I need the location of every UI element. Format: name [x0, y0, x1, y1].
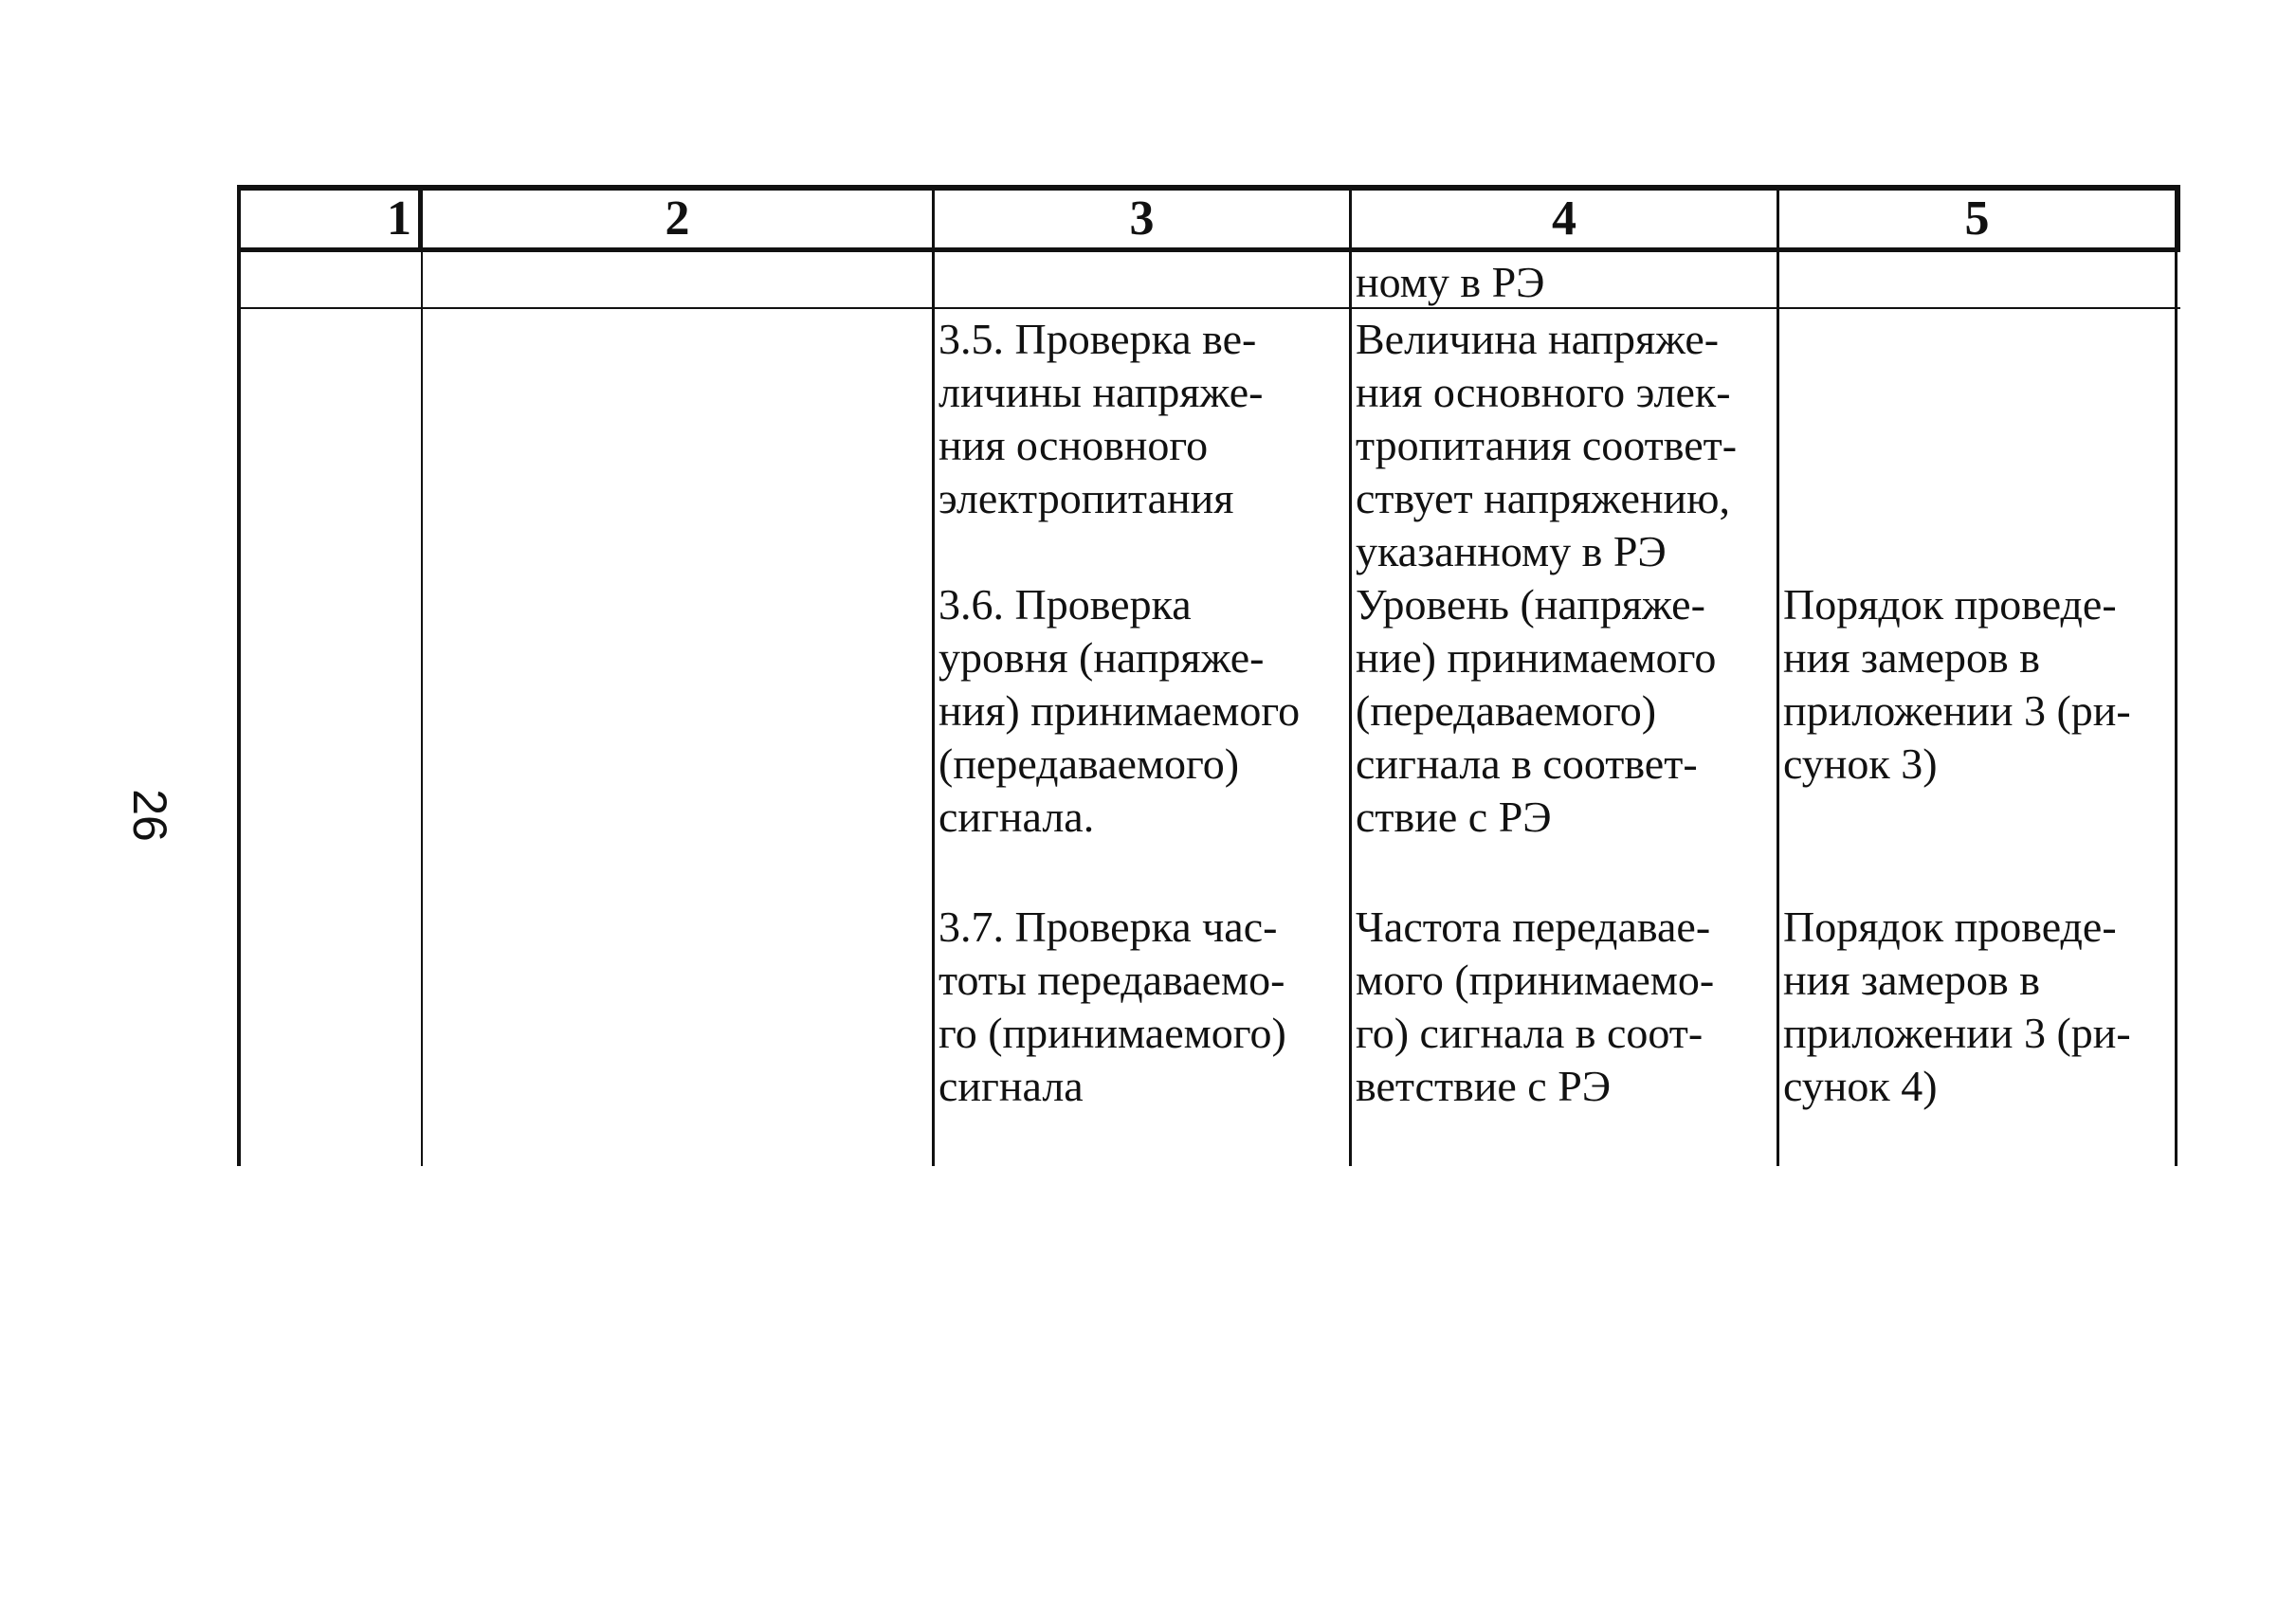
header-col-4: 4 — [1552, 191, 1576, 246]
header-col-2: 2 — [665, 191, 690, 246]
header-col-3: 3 — [1129, 191, 1155, 246]
table-cell-3-5-requirement: Величина напряже- ния основного элек- тропитания соответ- ствует напряжению, указанному в РЭ — [1356, 315, 1738, 575]
column-divider-2-3 — [932, 185, 935, 1166]
header-col-5: 5 — [1964, 191, 1990, 246]
continuation-cell-col4: ному в РЭ — [1356, 258, 1545, 306]
table-right-border — [2175, 252, 2178, 1166]
column-divider-3-4 — [1349, 185, 1352, 1166]
table-left-border — [237, 185, 241, 1166]
table-cell-3-6-item: 3.6. Проверка уровня (напряже- ния) принимаемого (передаваемого) сигнала. — [938, 580, 1301, 841]
table-cell-3-6-note: Порядок проведе- ния замеров в приложении 3 (ри- сунок 3) — [1783, 580, 2131, 788]
table-cell-3-7-item: 3.7. Проверка час- тоты передаваемо- го (принимаемого) сигнала — [938, 903, 1286, 1110]
table-cell-3-6-requirement: Уровень (напряже- ние) принимаемого (передаваемого) сигнала в соответ- ствие с РЭ — [1356, 580, 1717, 841]
table-cell-3-7-requirement: Частота передавае- мого (принимаемо- го) сигнала в соот- ветствие с РЭ — [1356, 903, 1715, 1110]
table-cell-3-7-note: Порядок проведе- ния замеров в приложении 3 (ри- сунок 4) — [1783, 903, 2131, 1110]
continuation-row-border — [237, 307, 2180, 309]
column-divider-4-5 — [1777, 185, 1779, 1166]
page-number: 26 — [123, 789, 176, 842]
table-right-border — [2175, 185, 2180, 252]
column-divider-1-2 — [421, 252, 423, 1166]
table-cell-3-5-item: 3.5. Проверка ве- личины напряже- ния основного электропитания — [938, 315, 1264, 522]
header-col-1: 1 — [387, 191, 411, 246]
